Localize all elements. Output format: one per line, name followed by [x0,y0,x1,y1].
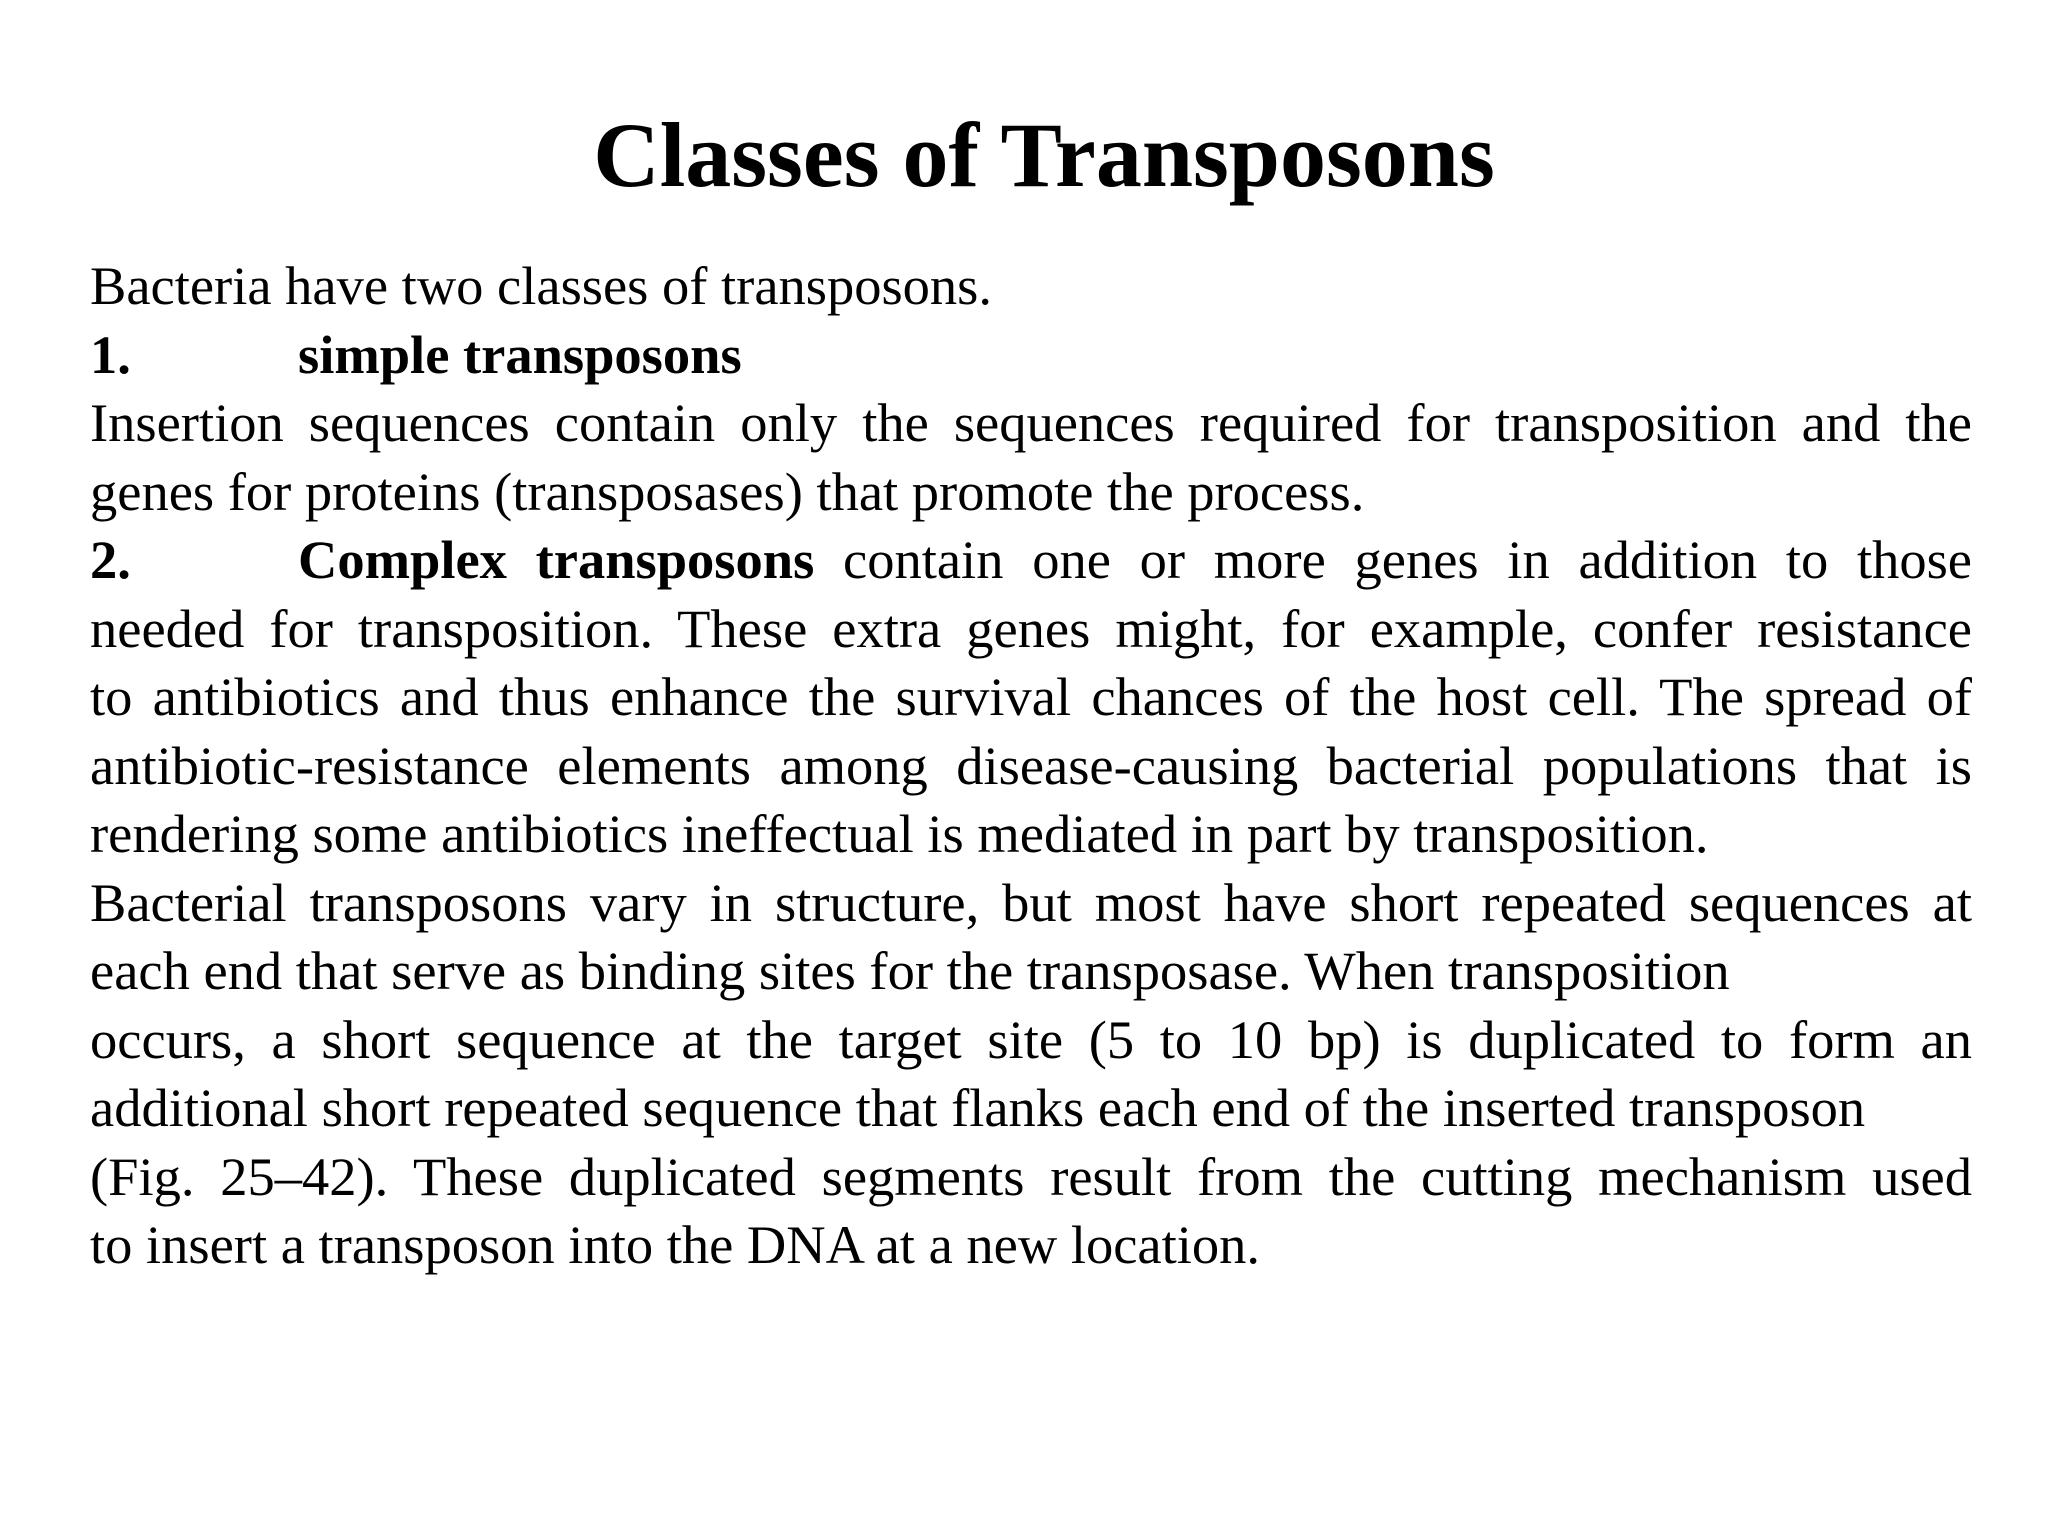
paragraph-line: (Fig. 25–42). These duplicated segments result from the cutting mechanism used [90,1145,1972,1207]
slide-title: Classes of Transposons [593,104,1495,206]
item-2-heading-line [90,526,1972,595]
paragraph-line: to insert a transposon into the DNA at a new location. [90,1214,1260,1275]
item-2-heading: Complex transposons [298,529,815,590]
item-1-text-line: Insertion sequences contain only the sequences required for transposition and the [90,392,1972,453]
slide-body [90,252,1972,1280]
paragraph-line: Bacterial transposons vary in structure, but most have short repeated sequences at [90,871,1972,933]
item-1-text-line: genes for proteins (transposases) that promote the process. [90,460,1365,522]
item-1-heading: simple transposons [298,323,742,385]
item-2-first-line-text: contain one or more genes in addition to those [814,529,1972,590]
item-1-heading-line [90,321,1972,390]
paragraph-line: each end that serve as binding sites for the transposase. When transposition [90,940,1730,1001]
paragraph-line: occurs, a short sequence at the target site (5 to 10 bp) is duplicated to form an [90,1008,1972,1070]
item-2-text-line: antibiotic-resistance elements among disease-causing bacterial populations that is [90,734,1972,796]
item-1-number: 1. [90,323,131,385]
item-2-number: 2. [90,529,131,590]
paragraph-line: additional short repeated sequence that flanks each end of the inserted transposon [90,1077,1866,1138]
item-2-text-line: to antibiotics and thus enhance the survival chances of the host cell. The spread of [90,666,1972,727]
item-2-text-line: rendering some antibiotics ineffectual is mediated in part by transposition. [90,803,1709,864]
item-2-text-line: needed for transposition. These extra genes might, for example, confer resistance [90,597,1972,659]
intro-line: Bacteria have two classes of transposons. [90,255,993,316]
